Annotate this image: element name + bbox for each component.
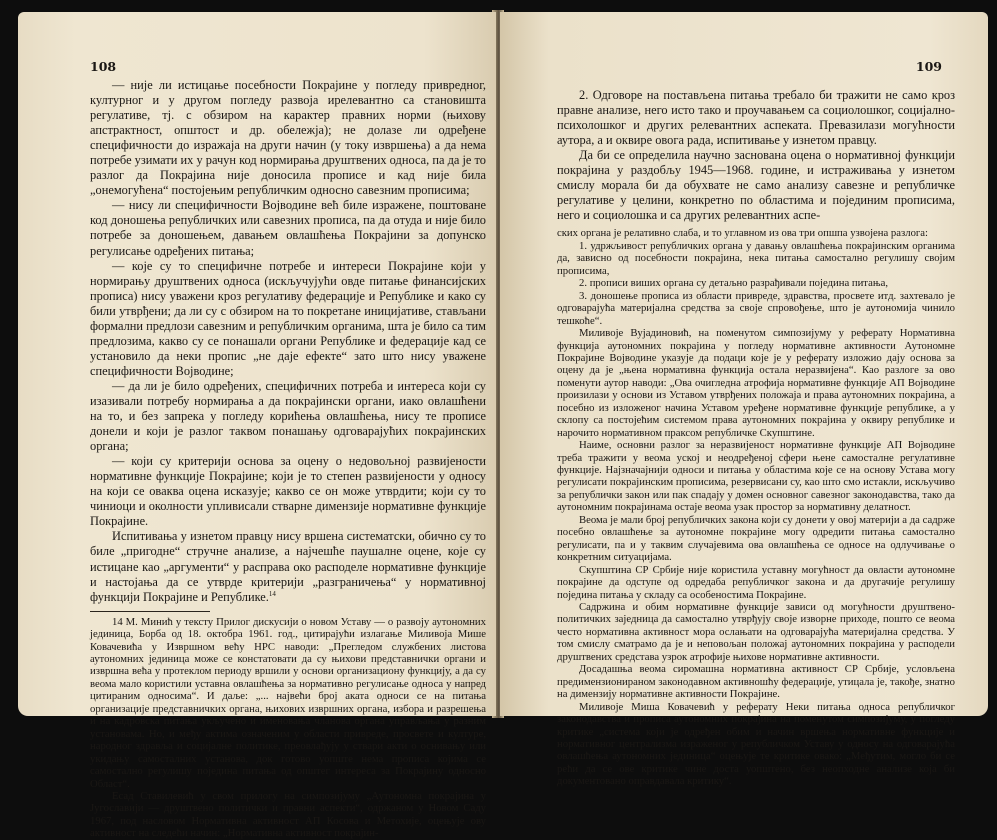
footnote-reference: 14 xyxy=(268,589,276,598)
left-paragraph: — да ли је било одређених, специфичних потреба и интереса који су изазивали потребу нормирања а да покрајински органи, иако овлашћени на то, и без запрека у погледу корићења овлашћења, нису те прописе донели и који је разлог таквом понашању одговарајућих покрајинских органа; xyxy=(90,378,486,454)
footnote-rule xyxy=(90,611,210,612)
footnote-list-item: 1. удржљивост републичких органа у давању овлашћења покрајинским органима да, зависно од посебности покрајина, нека питања самостално регулишу својим прописима, xyxy=(557,239,955,277)
footnote: 14 М. Минић у тексту Прилог дискусији о новом Уставу — о развоју аутономних јединица, Борба од 18. октобра 1961. год., цитирајући излагање Миливоја Мише Ковачевића у Извршном већу НРС наводи: „Прегледом службених листова аутономних јединица може се констатовати да су њихови представнички органи и извршна већа у протеклом периоду вршили у основи организациону функцију, а да су веома мало користили уставна овлашћења за нормативно регулисање односа у напред цитираним односима“. И даље: „... највећи број аката односи се на питања организације представничких органа, њихових извршних органа, избора и разрешења и на кадровска питања укључено и именовања чланова органа управљања у разним установама. Но, и међу актима означеним у области привреде, просвете и културе, народног здравља и социјалне политике, преовлађују у ствари акти о оснивању или укидању самосталних установа, док готово уопште нема прописа којима се самостално регулишу поједина питања од општег интереса за Покрајину односно Област“. xyxy=(90,615,486,790)
footnote: Есад Ставилевић у свом прилогу на симпозијуму „Аутономна покрајина у Југославији — друштвено политички и правни аспекти“, одржаном у Новом Саду 1967, под насловом Нормативна активност АП Косова и Метохије, оцењује ову активност на следећи начин: „Нормативна активност покрајин- xyxy=(90,789,486,840)
footnote: Миливоје Вујадиновић, на поменутом симпозијуму у реферату Нормативна функција аутономних покрајина у погледу нормативне активности Аутономне Покрајине Војводине указује да подаци које је у реферату изложио дају основа за оцену да је „њена нормативна функција остала неразвијена“. Као разлоге за ово поменути аутор наводи: „Ова очигледна атрофија нормативне функције АП Војводине произилази у основи из Уставом утврђених положаја и права аутономних покрајина, а посебно из изложеног начина Уставом уређене нормативне функције републике, а у склопу са постојећим системом права аутономних покрајина у оквиру републике и нарочито нормативном праксом републичке Скупштине. xyxy=(557,327,955,439)
left-page xyxy=(18,12,496,840)
left-paragraph: — нису ли специфичности Војводине већ биле изражене, поштоване код доношења републичких или савезних прописа, па да отуда и није било потребе за доношењем, давањем овлашћења Покрајини за допунско регулисање одређених питања; xyxy=(90,198,486,258)
footnote-list-item: 3. доношење прописа из области привреде, здравства, просвете итд. захтевало је одговарајућа материјална средства за своје спровођење, што је аутономија чинило тешкоће“. xyxy=(557,289,955,327)
left-paragraph-text: Испитивања у изнетом правцу нису вршена систематски, обично су то биле „пригодне“ стручне анализе, а најчешће паушалне оцене, које су истицане као „аргументи“ у расправа око расподеле нормативне функције и настојања да се утврде критерији „разграничења“ у нормативној функцији Покрајине и Републике. xyxy=(90,529,486,604)
left-paragraph: — није ли истицање посебности Покрајине у погледу привредног, културног и у другом погледу развоја ирелевантно са становишта регулативе, тј. с обзиром на карактер правних норми (њихову апстрактност, општост и др. обележја); не долазе ли одређене специфичности до изражаја на други начин (у току извршења) а да нема потребе узимати их у рачун код нормирања друштвених односа, па да је то разлог да Покрајина није доносила прописе и кад није била „онемогућена“ постојењим републичким односно савезним прописима; xyxy=(90,78,486,198)
right-text-column xyxy=(557,88,955,788)
right-paragraph: Да би се определила научно заснована оцена о нормативној функцији покрајина у раздобљу 1945—1968. године, и истраживања у изнетом смислу морала би да обухвате не само анализу савезне и републичке регулативе у целини, конкретно по областима и појединим прописима, него и социолошка и са других релевантних аспе- xyxy=(557,148,955,223)
left-paragraph: — који су критерији основа за оцену о недовољној развијености нормативне функције Покрајине; који је то степен развијености у односу на који се оваква оцена исказује; какво се он може утврдити; који су то чиниоци и околности упливисали стварне димензије нормативне функције Покрајине. xyxy=(90,454,486,529)
right-paragraph: 2. Одговоре на постављена питања требало би тражити не само кроз правне анализе, него исто тако и проучавањем са социолошког, социјално-психолошког и других релевантних аспеката. Превазилази могућности аутора, а и оквире овога рада, испитивање у изнетом правцу. xyxy=(557,88,955,148)
page-number-left: 108 xyxy=(90,59,117,74)
footnote-continuation: ских органа је релативно слаба, и то углавном из ова три опшпа узвојена разлога: xyxy=(557,227,929,240)
footnote: Наиме, основни разлог за неразвијеност нормативне функције АП Војводине треба тражити у веома уској и неодређеној сфери њене самосталне регулативне функције. Најзначајнији односи и питања у областима које се на основу Устава могу регулисати покрајинским прописима, резервисани су, као што смо истакли, искључиво за републички закон или пак спадају у домен основног савезног законодавства, тако да аутономним покрајинама остаје веома узак простор за нормативну делатност. xyxy=(557,439,955,514)
footnote: Миливоје Миша Ковачевић у реферату Неки питања односа републичког законодавства и прописа аутономних покрајина на поменутом симпозијуму, у погледу критике „система који је одређен обим и начин вршења нормативне функције и нормативног централизма израженог у републичком Уставу у односу на одговарајућа овлашћења аутономних јединица“ оцењује те критике овако: „Међутим, могло би се рећи да се ове критике чине доста уопштено, без неопходне анализе која би документовано оправдавала критику“. xyxy=(557,700,955,788)
right-page xyxy=(500,12,988,788)
page-number-right: 109 xyxy=(915,59,942,74)
left-paragraph: — које су то специфичне потребе и интереси Покрајине који у нормирању друштвених односа (искључујући овде питање финансијских прописа) нису уважени кроз регулативу федерације и Републике и како су били утврђени; да ли су с обзиром на то покретане иницијативе, стављани формални предлози савезним и републичким органима, шта је било са тим предлозима, какво су се понашали органи Републике и федерације кад се установило да неки пропис „не даје ефекте“ зато што нису уважене специфичности Војводине; xyxy=(90,258,486,378)
footnote: Веома је мали број републичких закона који су донети у овој материји а да садрже посебно овлашћење за аутономне покрајине могу одредити питања самостално регулисати, па и у таквим случајевима ова овлашћења се односе на одлучивање о конкретним ситуацијама. xyxy=(557,513,955,564)
footnote: Садржина и обим нормативне функције зависи од могућности друштвено-политичких заједница да самостално утврђују своје изворне приходе, пошто се веома често нормативна активност мора ослањати на одговарајућа материјална средства. У том смислу сматрамо да је и неповољан положај аутономних покрајина у расподели друштвених средстава узрок атрофије њихове нормативне активности. xyxy=(557,601,955,663)
footnote-list-item: 2. прописи виших органа су детаљно разрађивали поједина питања, xyxy=(579,277,888,290)
left-text-column xyxy=(90,78,486,840)
footnote: Скупштина СР Србије није користила уставну могућност да овласти аутономне покрајине да одступе од одредаба републичког закона и да другачије регулишу поједина питања у складу са особеностима Покрајине. xyxy=(557,563,955,601)
footnote: Досадашња веома сиромашна нормативна активност СР Србије, условљена предимензионираном законодавном активношћу федерације, утицала је, такође, знатно на димензију нормативне активности Покрајине. xyxy=(557,663,955,701)
left-paragraph-with-footnote-ref xyxy=(90,529,486,604)
